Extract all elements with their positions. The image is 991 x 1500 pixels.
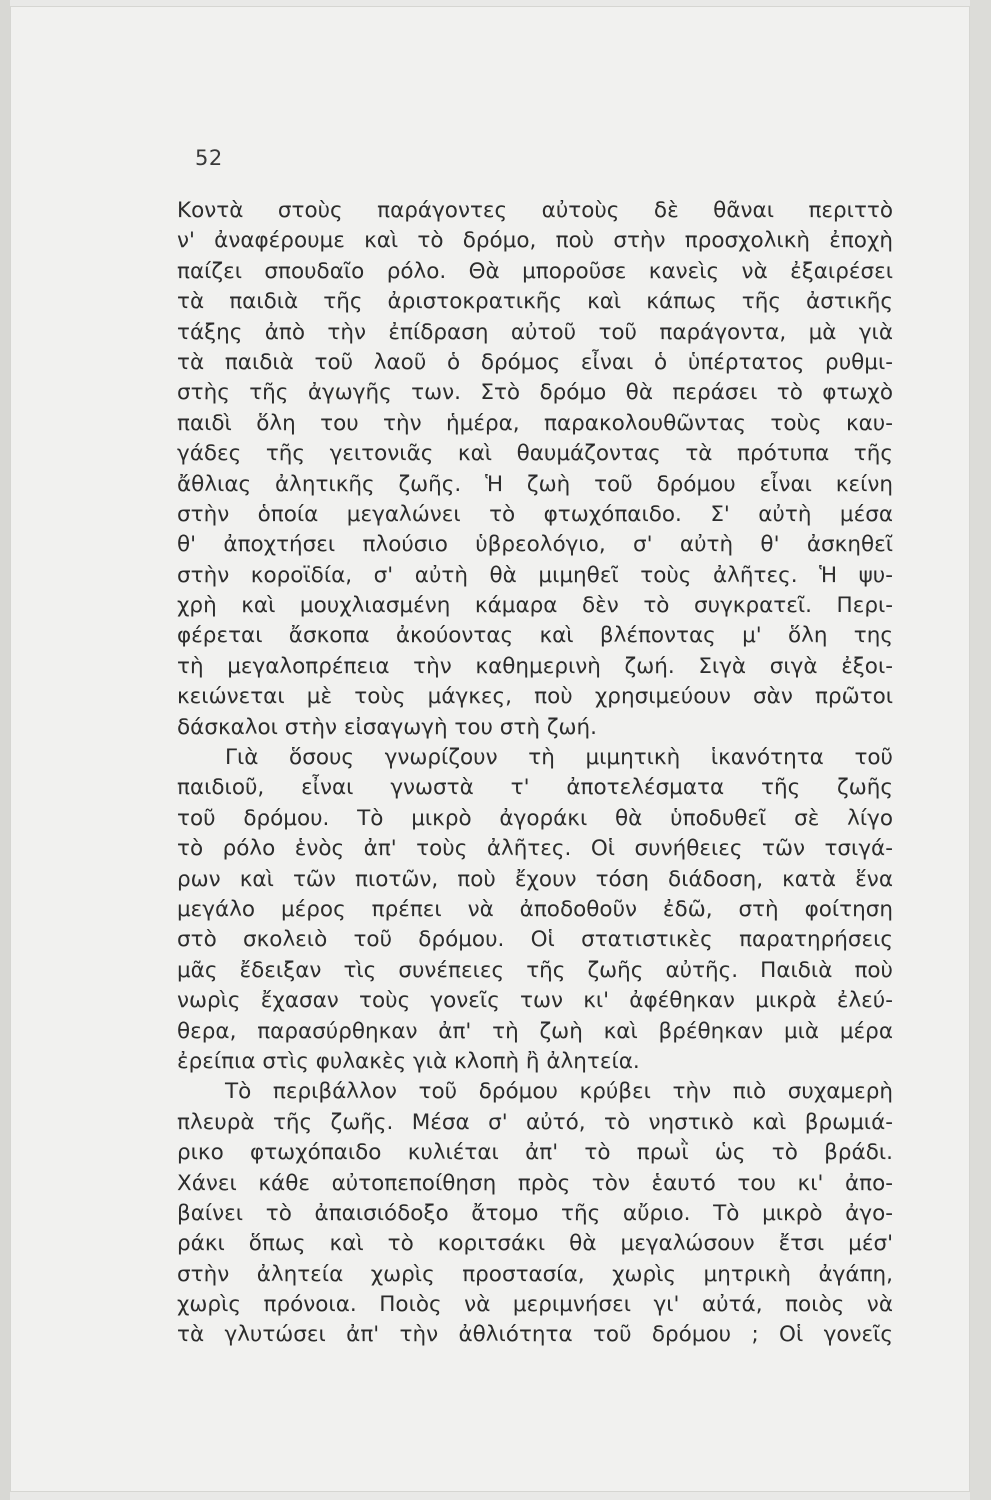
text-line: τὰ παιδιὰ τῆς ἀριστοκρατικῆς καὶ κάπως τῆς ἀστικῆς <box>177 289 893 315</box>
text-line: ρικο φτωχόπαιδο κυλιέται ἀπ' τὸ πρωῒ ὡς τὸ βράδι. <box>177 1140 893 1166</box>
text-line: πλευρὰ τῆς ζωῆς. Μέσα σ' αὐτό, τὸ νηστικὸ καὶ βρωμιά- <box>177 1109 893 1135</box>
text-line: νωρὶς ἔχασαν τοὺς γονεῖς των κι' ἀφέθηκαν μικρὰ ἐλεύ- <box>177 988 893 1014</box>
text-line: ν' ἀναφέρουμε καὶ τὸ δρόμο, ποὺ στὴν προσχολικὴ ἐποχὴ <box>177 228 893 254</box>
text-line: στὴν κοροϊδία, σ' αὐτὴ θὰ μιμηθεῖ τοὺς ἀλῆτες. Ἡ ψυ- <box>177 562 893 588</box>
text-line: τοῦ δρόμου. Τὸ μικρὸ ἀγοράκι θὰ ὑποδυθεῖ σὲ λίγο <box>177 805 893 831</box>
text-line: βαίνει τὸ ἀπαισιόδοξο ἄτομο τῆς αὔριο. Τὸ μικρὸ ἀγο- <box>177 1200 893 1226</box>
text-line: τάξης ἀπὸ τὴν ἐπίδραση αὐτοῦ τοῦ παράγοντα, μὰ γιὰ <box>177 319 893 345</box>
text-line: Χάνει κάθε αὐτοπεποίθηση πρὸς τὸν ἑαυτό του κι' ἀπο- <box>177 1170 893 1196</box>
scan-right-margin <box>970 0 991 1500</box>
text-line: φέρεται ἄσκοπα ἀκούοντας καὶ βλέποντας μ' ὅλη της <box>177 623 893 649</box>
text-line: τὰ παιδιὰ τοῦ λαοῦ ὁ δρόμος εἶναι ὁ ὑπέρτατος ρυθμι- <box>177 349 893 375</box>
text-line: μᾶς ἔδειξαν τὶς συνέπειες τῆς ζωῆς αὐτῆς. Παιδιὰ ποὺ <box>177 957 893 983</box>
text-line: Τὸ περιβάλλον τοῦ δρόμου κρύβει τὴν πιὸ συχαμερὴ <box>225 1079 893 1105</box>
text-line: παιδὶ ὅλη του τὴν ἡμέρα, παρακολουθῶντας τοὺς καυ- <box>177 410 893 436</box>
text-line: τὴ μεγαλοπρέπεια τὴν καθημερινὴ ζωή. Σιγὰ σιγὰ ἐξοι- <box>177 653 893 679</box>
text-line: τὰ γλυτώσει ἀπ' τὴν ἀθλιότητα τοῦ δρόμου ; Οἱ γονεῖς <box>177 1322 893 1348</box>
text-line: κειώνεται μὲ τοὺς μάγκες, ποὺ χρησιμεύουν σὰν πρῶτοι <box>177 684 893 710</box>
text-line: Γιὰ ὅσους γνωρίζουν τὴ μιμητικὴ ἱκανότητα τοῦ <box>225 745 893 771</box>
text-line: χωρὶς πρόνοια. Ποιὸς νὰ μεριμνήσει γι' αὐτά, ποιὸς νὰ <box>177 1292 893 1318</box>
body-text <box>177 196 893 1351</box>
text-line: θερα, παρασύρθηκαν ἀπ' τὴ ζωὴ καὶ βρέθηκαν μιὰ μέρα <box>177 1018 893 1044</box>
text-line: ἄθλιας ἀλητικῆς ζωῆς. Ἡ ζωὴ τοῦ δρόμου εἶναι κείνη <box>177 471 893 497</box>
page-number: 52 <box>195 146 223 170</box>
text-line: παίζει σπουδαῖο ρόλο. Θὰ μποροῦσε κανεὶς νὰ ἐξαιρέσει <box>177 258 893 284</box>
text-line: μεγάλο μέρος πρέπει νὰ ἀποδοθοῦν ἐδῶ, στὴ φοίτηση <box>177 896 893 922</box>
text-line: ρων καὶ τῶν πιοτῶν, ποὺ ἔχουν τόση διάδοση, κατὰ ἕνα <box>177 866 893 892</box>
scan-left-margin <box>0 0 10 1500</box>
text-line: γάδες τῆς γειτονιᾶς καὶ θαυμάζοντας τὰ πρότυπα τῆς <box>177 441 893 467</box>
text-line: στὴν ὁποία μεγαλώνει τὸ φτωχόπαιδο. Σ' αὐτὴ μέσα <box>177 501 893 527</box>
text-line: τὸ ρόλο ἑνὸς ἀπ' τοὺς ἀλῆτες. Οἱ συνήθειες τῶν τσιγά- <box>177 836 893 862</box>
text-line: ράκι ὅπως καὶ τὸ κοριτσάκι θὰ μεγαλώσουν ἔτσι μέσ' <box>177 1231 893 1257</box>
text-line: Κοντὰ στοὺς παράγοντες αὐτοὺς δὲ θᾶναι περιττὸ <box>177 198 893 223</box>
text-line: στὴς τῆς ἀγωγῆς των. Στὸ δρόμο θὰ περάσει τὸ φτωχὸ <box>177 380 893 406</box>
text-line: στὸ σκολειὸ τοῦ δρόμου. Οἱ στατιστικὲς παρατηρήσεις <box>177 927 893 953</box>
text-line: θ' ἀποχτήσει πλούσιο ὑβρεολόγιο, σ' αὐτὴ θ' ἀσκηθεῖ <box>177 532 893 558</box>
text-line: ἐρείπια στὶς φυλακὲς γιὰ κλοπὴ ἢ ἀλητεία. <box>177 1048 640 1074</box>
text-line: δάσκαλοι στὴν εἰσαγωγὴ του στὴ ζωή. <box>177 714 597 740</box>
text-line: χρὴ καὶ μουχλιασμένη κάμαρα δὲν τὸ συγκρατεῖ. Περι- <box>177 593 893 619</box>
text-line: στὴν ἀλητεία χωρὶς προστασία, χωρὶς μητρικὴ ἀγάπη, <box>177 1261 893 1287</box>
text-line: παιδιοῦ, εἶναι γνωστὰ τ' ἀποτελέσματα τῆς ζωῆς <box>177 775 893 801</box>
